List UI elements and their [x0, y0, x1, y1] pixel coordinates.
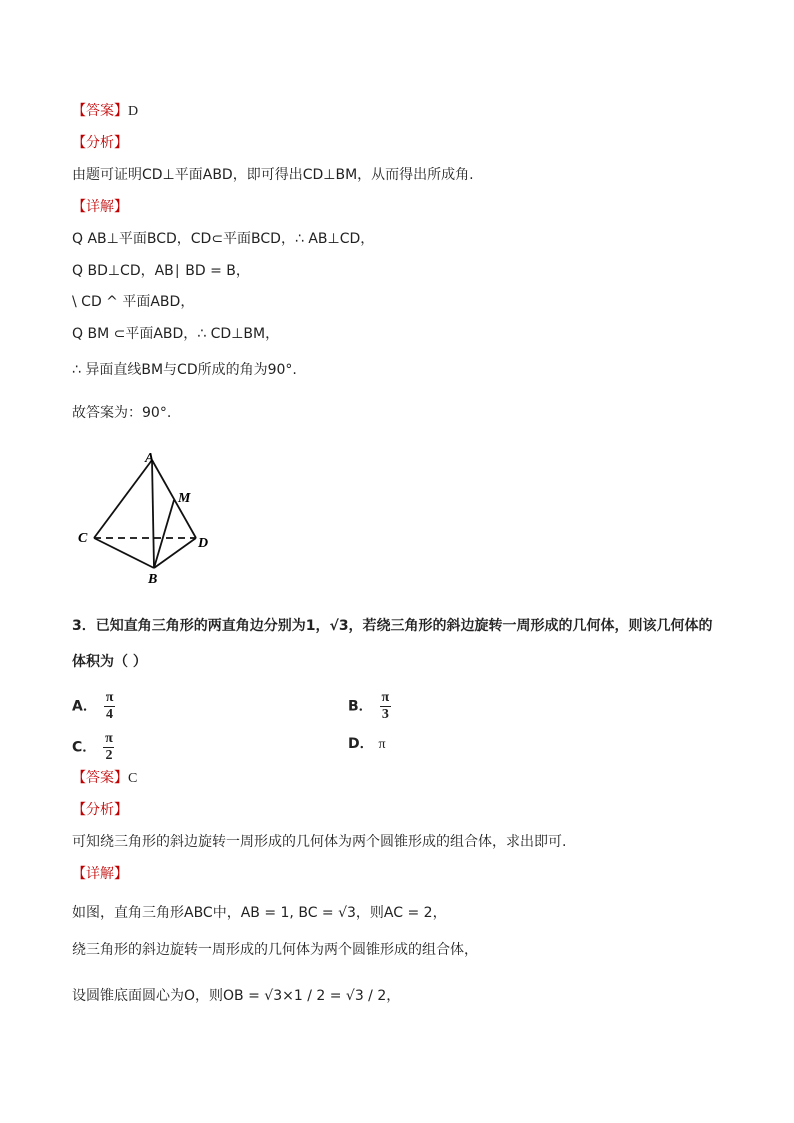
q3-option-d[interactable] [348, 733, 386, 753]
q2-analysis-tag-line [72, 133, 128, 153]
q2-step-3: \ CD ^ 平面ABD， [72, 294, 195, 310]
vertex-label-c: C [78, 531, 88, 546]
edge-ab [152, 460, 154, 568]
q3-step-3: 设圆锥底面圆心为O，则OB = √3×1 / 2 = √3 / 2， [72, 988, 401, 1004]
q3-answer-value: C [128, 771, 138, 786]
answer-tag: 【答案】 [72, 103, 128, 119]
vertex-label-d: D [198, 536, 209, 551]
answer-tag: 【答案】 [72, 770, 128, 786]
option-a-letter: A． [72, 698, 97, 715]
q3-option-a[interactable] [72, 690, 117, 723]
edge-bm [154, 500, 174, 568]
q2-analysis-text: 由题可证明CD⊥平面ABD，即可得出CD⊥BM，从而得出所成角. [72, 167, 474, 183]
q3-answer-line [72, 768, 137, 789]
q3-question-line1: 3．已知直角三角形的两直角边分别为1，√3，若绕三角形的斜边旋转一周形成的几何体，则该几何体的 [72, 618, 713, 634]
option-d-letter: D． [348, 736, 374, 752]
option-c-fraction: $\frac{\pi}{2}$ [105, 731, 113, 763]
q2-answer-value: D [128, 104, 139, 119]
q3-analysis-text: 可知绕三角形的斜边旋转一周形成的几何体为两个圆锥形成的组合体，求出即可. [72, 834, 567, 850]
q3-analysis-tag-line [72, 800, 128, 820]
q3-detail-tag-line [72, 864, 128, 884]
vertex-label-a: A [145, 451, 155, 466]
q2-conclusion: 故答案为：90°. [72, 405, 172, 421]
vertex-label-m: M [178, 491, 191, 506]
q2-step-4: Q BM ⊂平面ABD，∴ CD⊥BM， [72, 326, 280, 342]
detail-tag: 【详解】 [72, 866, 128, 882]
option-b-letter: B． [348, 698, 373, 715]
option-b-fraction: $\frac{\pi}{3}$ [381, 690, 390, 722]
option-a-fraction: $\frac{\pi}{4}$ [105, 690, 114, 722]
q3-option-b[interactable] [348, 690, 393, 723]
q2-step-1: Q AB⊥平面BCD，CD⊂平面BCD，∴ AB⊥CD， [72, 231, 375, 247]
q2-answer-line [72, 101, 138, 122]
edge-cb [94, 538, 154, 568]
tetrahedron-figure [72, 446, 222, 586]
q3-step-1: 如图，直角三角形ABC中，AB = 1, BC = √3，则AC = 2， [72, 905, 447, 921]
detail-tag: 【详解】 [72, 199, 128, 215]
analysis-tag: 【分析】 [72, 802, 128, 818]
q3-question-line2: 体积为（ ） [72, 654, 147, 670]
edge-bd [154, 538, 196, 568]
q2-step-2: Q BD⊥CD，AB∣ BD = B， [72, 263, 250, 279]
vertex-label-b: B [148, 572, 158, 586]
q3-option-c[interactable] [72, 731, 117, 764]
q3-step-2: 绕三角形的斜边旋转一周形成的几何体为两个圆锥形成的组合体， [72, 942, 478, 958]
q2-step-5: ∴ 异面直线BM与CD所成的角为90°. [72, 362, 297, 378]
edge-ac [94, 460, 152, 538]
analysis-tag: 【分析】 [72, 135, 128, 151]
option-d-value: π [378, 737, 386, 752]
q2-detail-tag-line [72, 197, 128, 217]
option-c-letter: C． [72, 739, 97, 756]
